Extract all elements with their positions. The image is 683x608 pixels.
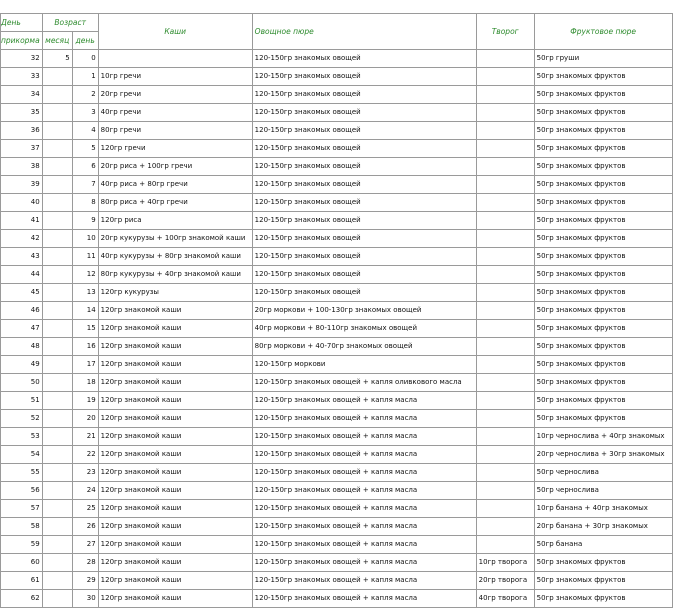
cottage-cell xyxy=(476,176,534,194)
fruit-cell: 20гр чернослива + 30гр знакомых xyxy=(534,446,672,464)
table-row xyxy=(1,248,673,266)
month-cell xyxy=(42,572,72,590)
month-cell xyxy=(42,302,72,320)
cottage-cell xyxy=(476,500,534,518)
table-row xyxy=(1,464,673,482)
table-row xyxy=(1,392,673,410)
porridge-cell: 80гр кукурузы + 40гр знакомой каши xyxy=(98,266,252,284)
month-cell xyxy=(42,68,72,86)
cottage-cell xyxy=(476,104,534,122)
day-number-cell: 46 xyxy=(1,302,43,320)
month-cell xyxy=(42,500,72,518)
fruit-cell: 50гр знакомых фруктов xyxy=(534,302,672,320)
day-number-cell: 35 xyxy=(1,104,43,122)
cottage-cell xyxy=(476,464,534,482)
porridge-cell: 20гр риса + 100гр гречи xyxy=(98,158,252,176)
age-day-cell: 18 xyxy=(72,374,98,392)
cottage-cell xyxy=(476,122,534,140)
day-number-cell: 51 xyxy=(1,392,43,410)
cottage-cell xyxy=(476,248,534,266)
veg-cell: 120-150гр знакомых овощей xyxy=(252,86,476,104)
day-number-cell: 62 xyxy=(1,590,43,608)
age-day-cell: 20 xyxy=(72,410,98,428)
day-number-cell: 39 xyxy=(1,176,43,194)
month-cell xyxy=(42,482,72,500)
month-cell xyxy=(42,554,72,572)
month-cell xyxy=(42,86,72,104)
age-day-cell: 5 xyxy=(72,140,98,158)
age-day-cell: 10 xyxy=(72,230,98,248)
cottage-cell xyxy=(476,320,534,338)
age-day-cell: 2 xyxy=(72,86,98,104)
veg-cell: 120-150гр знакомых овощей xyxy=(252,212,476,230)
cottage-cell xyxy=(476,140,534,158)
day-number-cell: 59 xyxy=(1,536,43,554)
age-day-cell: 1 xyxy=(72,68,98,86)
age-day-cell: 4 xyxy=(72,122,98,140)
fruit-cell: 50гр знакомых фруктов xyxy=(534,356,672,374)
cottage-cell xyxy=(476,230,534,248)
cottage-cell xyxy=(476,266,534,284)
table-row xyxy=(1,68,673,86)
day-number-cell: 61 xyxy=(1,572,43,590)
age-day-cell: 22 xyxy=(72,446,98,464)
day-number-cell: 55 xyxy=(1,464,43,482)
veg-cell: 120-150гр знакомых овощей + капля масла xyxy=(252,500,476,518)
table-row xyxy=(1,302,673,320)
age-day-cell: 24 xyxy=(72,482,98,500)
porridge-cell: 80гр риса + 40гр гречи xyxy=(98,194,252,212)
day-number-cell: 36 xyxy=(1,122,43,140)
age-day-cell: 13 xyxy=(72,284,98,302)
fruit-cell: 50гр знакомых фруктов xyxy=(534,212,672,230)
day-number-cell: 42 xyxy=(1,230,43,248)
age-day-cell: 17 xyxy=(72,356,98,374)
cottage-cell xyxy=(476,518,534,536)
fruit-cell: 50гр знакомых фруктов xyxy=(534,266,672,284)
fruit-cell: 50гр знакомых фруктов xyxy=(534,122,672,140)
cottage-cell xyxy=(476,302,534,320)
age-day-cell: 30 xyxy=(72,590,98,608)
table-row xyxy=(1,428,673,446)
veg-cell: 120-150гр моркови xyxy=(252,356,476,374)
fruit-cell: 50гр знакомых фруктов xyxy=(534,320,672,338)
fruit-cell: 50гр чернослива xyxy=(534,482,672,500)
month-cell xyxy=(42,356,72,374)
month-cell xyxy=(42,158,72,176)
age-day-cell: 8 xyxy=(72,194,98,212)
day-number-cell: 34 xyxy=(1,86,43,104)
day-number-cell: 53 xyxy=(1,428,43,446)
cottage-cell xyxy=(476,50,534,68)
age-day-cell: 12 xyxy=(72,266,98,284)
day-number-cell: 48 xyxy=(1,338,43,356)
table-row xyxy=(1,158,673,176)
day-number-cell: 40 xyxy=(1,194,43,212)
cottage-cell: 10гр творога xyxy=(476,554,534,572)
cottage-cell xyxy=(476,194,534,212)
porridge-cell xyxy=(98,50,252,68)
veg-cell: 120-150гр знакомых овощей xyxy=(252,158,476,176)
header-month: месяц xyxy=(42,32,72,50)
day-number-cell: 50 xyxy=(1,374,43,392)
cottage-cell: 40гр творога xyxy=(476,590,534,608)
veg-cell: 120-150гр знакомых овощей xyxy=(252,194,476,212)
table-row xyxy=(1,284,673,302)
porridge-cell: 20гр кукурузы + 100гр знакомой каши xyxy=(98,230,252,248)
fruit-cell: 50гр знакомых фруктов xyxy=(534,392,672,410)
header-fruit: Фруктовое пюре xyxy=(534,14,672,50)
day-number-cell: 57 xyxy=(1,500,43,518)
age-day-cell: 16 xyxy=(72,338,98,356)
age-day-cell: 29 xyxy=(72,572,98,590)
cottage-cell xyxy=(476,338,534,356)
month-cell xyxy=(42,230,72,248)
veg-cell: 120-150гр знакомых овощей + капля масла xyxy=(252,590,476,608)
month-cell xyxy=(42,212,72,230)
header-day: День xyxy=(1,14,43,32)
table-row xyxy=(1,320,673,338)
fruit-cell: 50гр знакомых фруктов xyxy=(534,230,672,248)
table-row xyxy=(1,518,673,536)
age-day-cell: 21 xyxy=(72,428,98,446)
table-row xyxy=(1,536,673,554)
age-day-cell: 26 xyxy=(72,518,98,536)
day-number-cell: 54 xyxy=(1,446,43,464)
veg-cell: 120-150гр знакомых овощей xyxy=(252,230,476,248)
cottage-cell xyxy=(476,86,534,104)
veg-cell: 120-150гр знакомых овощей xyxy=(252,68,476,86)
veg-cell: 120-150гр знакомых овощей + капля масла xyxy=(252,536,476,554)
day-number-cell: 41 xyxy=(1,212,43,230)
month-cell xyxy=(42,320,72,338)
day-number-cell: 43 xyxy=(1,248,43,266)
table-row xyxy=(1,104,673,122)
age-day-cell: 25 xyxy=(72,500,98,518)
month-cell xyxy=(42,446,72,464)
age-day-cell: 14 xyxy=(72,302,98,320)
day-number-cell: 47 xyxy=(1,320,43,338)
age-day-cell: 3 xyxy=(72,104,98,122)
porridge-cell: 120гр знакомой каши xyxy=(98,338,252,356)
porridge-cell: 120гр гречи xyxy=(98,140,252,158)
porridge-cell: 120гр знакомой каши xyxy=(98,500,252,518)
porridge-cell: 120гр риса xyxy=(98,212,252,230)
fruit-cell: 50гр знакомых фруктов xyxy=(534,284,672,302)
table-body xyxy=(1,50,673,608)
month-cell xyxy=(42,284,72,302)
age-day-cell: 15 xyxy=(72,320,98,338)
age-day-cell: 9 xyxy=(72,212,98,230)
month-cell xyxy=(42,122,72,140)
day-number-cell: 38 xyxy=(1,158,43,176)
header-veg: Овощное пюре xyxy=(252,14,476,50)
porridge-cell: 120гр знакомой каши xyxy=(98,554,252,572)
veg-cell: 120-150гр знакомых овощей + капля масла xyxy=(252,518,476,536)
porridge-cell: 120гр знакомой каши xyxy=(98,374,252,392)
month-cell xyxy=(42,104,72,122)
cottage-cell xyxy=(476,68,534,86)
veg-cell: 120-150гр знакомых овощей + капля масла xyxy=(252,428,476,446)
age-day-cell: 0 xyxy=(72,50,98,68)
table-row xyxy=(1,230,673,248)
age-day-cell: 19 xyxy=(72,392,98,410)
porridge-cell: 40гр кукурузы + 80гр знакомой каши xyxy=(98,248,252,266)
day-number-cell: 45 xyxy=(1,284,43,302)
fruit-cell: 10гр чернослива + 40гр знакомых xyxy=(534,428,672,446)
day-number-cell: 58 xyxy=(1,518,43,536)
porridge-cell: 120гр кукурузы xyxy=(98,284,252,302)
fruit-cell: 10гр банана + 40гр знакомых xyxy=(534,500,672,518)
veg-cell: 120-150гр знакомых овощей xyxy=(252,122,476,140)
porridge-cell: 120гр знакомой каши xyxy=(98,302,252,320)
veg-cell: 120-150гр знакомых овощей xyxy=(252,50,476,68)
cottage-cell xyxy=(476,212,534,230)
cottage-cell xyxy=(476,284,534,302)
table-row xyxy=(1,356,673,374)
month-cell xyxy=(42,590,72,608)
table-row xyxy=(1,176,673,194)
porridge-cell: 40гр риса + 80гр гречи xyxy=(98,176,252,194)
veg-cell: 120-150гр знакомых овощей xyxy=(252,104,476,122)
table-row xyxy=(1,50,673,68)
age-day-cell: 27 xyxy=(72,536,98,554)
porridge-cell: 80гр гречи xyxy=(98,122,252,140)
day-number-cell: 60 xyxy=(1,554,43,572)
fruit-cell: 50гр знакомых фруктов xyxy=(534,140,672,158)
month-cell xyxy=(42,392,72,410)
fruit-cell: 50гр знакомых фруктов xyxy=(534,86,672,104)
fruit-cell: 50гр знакомых фруктов xyxy=(534,104,672,122)
porridge-cell: 10гр гречи xyxy=(98,68,252,86)
veg-cell: 120-150гр знакомых овощей xyxy=(252,248,476,266)
veg-cell: 40гр моркови + 80-110гр знакомых овощей xyxy=(252,320,476,338)
porridge-cell: 120гр знакомой каши xyxy=(98,446,252,464)
fruit-cell: 50гр знакомых фруктов xyxy=(534,68,672,86)
feeding-schedule-sheet xyxy=(0,13,673,608)
day-number-cell: 44 xyxy=(1,266,43,284)
day-number-cell: 52 xyxy=(1,410,43,428)
fruit-cell: 20гр банана + 30гр знакомых xyxy=(534,518,672,536)
header-feeding: прикорма xyxy=(1,32,43,50)
age-day-cell: 23 xyxy=(72,464,98,482)
table-row xyxy=(1,338,673,356)
day-number-cell: 56 xyxy=(1,482,43,500)
fruit-cell: 50гр знакомых фруктов xyxy=(534,338,672,356)
header-cottage: Творог xyxy=(476,14,534,50)
cottage-cell xyxy=(476,392,534,410)
table-row xyxy=(1,194,673,212)
table-row xyxy=(1,410,673,428)
month-cell xyxy=(42,140,72,158)
veg-cell: 120-150гр знакомых овощей + капля масла xyxy=(252,392,476,410)
porridge-cell: 120гр знакомой каши xyxy=(98,482,252,500)
table-row xyxy=(1,572,673,590)
veg-cell: 120-150гр знакомых овощей xyxy=(252,140,476,158)
veg-cell: 120-150гр знакомых овощей + капля масла xyxy=(252,446,476,464)
fruit-cell: 50гр знакомых фруктов xyxy=(534,590,672,608)
veg-cell: 120-150гр знакомых овощей + капля масла xyxy=(252,554,476,572)
fruit-cell: 50гр знакомых фруктов xyxy=(534,410,672,428)
porridge-cell: 120гр знакомой каши xyxy=(98,590,252,608)
table-row xyxy=(1,86,673,104)
fruit-cell: 50гр знакомых фруктов xyxy=(534,248,672,266)
month-cell xyxy=(42,266,72,284)
veg-cell: 120-150гр знакомых овощей + капля масла xyxy=(252,410,476,428)
porridge-cell: 120гр знакомой каши xyxy=(98,392,252,410)
cottage-cell xyxy=(476,356,534,374)
day-number-cell: 49 xyxy=(1,356,43,374)
day-number-cell: 33 xyxy=(1,68,43,86)
table-row xyxy=(1,212,673,230)
porridge-cell: 20гр гречи xyxy=(98,86,252,104)
fruit-cell: 50гр знакомых фруктов xyxy=(534,194,672,212)
header-age: Возраст xyxy=(42,14,98,32)
header-day-short: день xyxy=(72,32,98,50)
veg-cell: 120-150гр знакомых овощей xyxy=(252,284,476,302)
month-cell xyxy=(42,338,72,356)
table-row xyxy=(1,140,673,158)
veg-cell: 120-150гр знакомых овощей + капля масла xyxy=(252,482,476,500)
fruit-cell: 50гр чернослива xyxy=(534,464,672,482)
veg-cell: 20гр моркови + 100-130гр знакомых овощей xyxy=(252,302,476,320)
fruit-cell: 50гр знакомых фруктов xyxy=(534,554,672,572)
table-row xyxy=(1,482,673,500)
cottage-cell xyxy=(476,410,534,428)
month-cell xyxy=(42,410,72,428)
porridge-cell: 120гр знакомой каши xyxy=(98,572,252,590)
porridge-cell: 120гр знакомой каши xyxy=(98,320,252,338)
veg-cell: 120-150гр знакомых овощей xyxy=(252,266,476,284)
porridge-cell: 40гр гречи xyxy=(98,104,252,122)
month-cell xyxy=(42,176,72,194)
porridge-cell: 120гр знакомой каши xyxy=(98,356,252,374)
porridge-cell: 120гр знакомой каши xyxy=(98,518,252,536)
header-row-1 xyxy=(1,14,673,32)
month-cell xyxy=(42,428,72,446)
table-row xyxy=(1,122,673,140)
porridge-cell: 120гр знакомой каши xyxy=(98,464,252,482)
month-cell xyxy=(42,536,72,554)
cottage-cell xyxy=(476,536,534,554)
fruit-cell: 50гр груши xyxy=(534,50,672,68)
age-day-cell: 7 xyxy=(72,176,98,194)
month-cell: 5 xyxy=(42,50,72,68)
veg-cell: 120-150гр знакомых овощей xyxy=(252,176,476,194)
veg-cell: 120-150гр знакомых овощей + капля масла xyxy=(252,572,476,590)
veg-cell: 120-150гр знакомых овощей + капля оливкового масла xyxy=(252,374,476,392)
fruit-cell: 50гр знакомых фруктов xyxy=(534,176,672,194)
cottage-cell xyxy=(476,482,534,500)
month-cell xyxy=(42,374,72,392)
month-cell xyxy=(42,464,72,482)
cottage-cell xyxy=(476,374,534,392)
feeding-table xyxy=(0,13,673,608)
table-row xyxy=(1,500,673,518)
age-day-cell: 28 xyxy=(72,554,98,572)
table-row xyxy=(1,266,673,284)
age-day-cell: 11 xyxy=(72,248,98,266)
age-day-cell: 6 xyxy=(72,158,98,176)
veg-cell: 80гр моркови + 40-70гр знакомых овощей xyxy=(252,338,476,356)
fruit-cell: 50гр знакомых фруктов xyxy=(534,374,672,392)
veg-cell: 120-150гр знакомых овощей + капля масла xyxy=(252,464,476,482)
month-cell xyxy=(42,518,72,536)
table-row xyxy=(1,554,673,572)
month-cell xyxy=(42,194,72,212)
month-cell xyxy=(42,248,72,266)
porridge-cell: 120гр знакомой каши xyxy=(98,428,252,446)
table-row xyxy=(1,446,673,464)
porridge-cell: 120гр знакомой каши xyxy=(98,410,252,428)
cottage-cell xyxy=(476,158,534,176)
day-number-cell: 32 xyxy=(1,50,43,68)
cottage-cell: 20гр творога xyxy=(476,572,534,590)
day-number-cell: 37 xyxy=(1,140,43,158)
table-row xyxy=(1,590,673,608)
fruit-cell: 50гр знакомых фруктов xyxy=(534,158,672,176)
table-row xyxy=(1,374,673,392)
cottage-cell xyxy=(476,428,534,446)
header-porridge: Каши xyxy=(98,14,252,50)
cottage-cell xyxy=(476,446,534,464)
porridge-cell: 120гр знакомой каши xyxy=(98,536,252,554)
fruit-cell: 50гр знакомых фруктов xyxy=(534,572,672,590)
fruit-cell: 50гр банана xyxy=(534,536,672,554)
